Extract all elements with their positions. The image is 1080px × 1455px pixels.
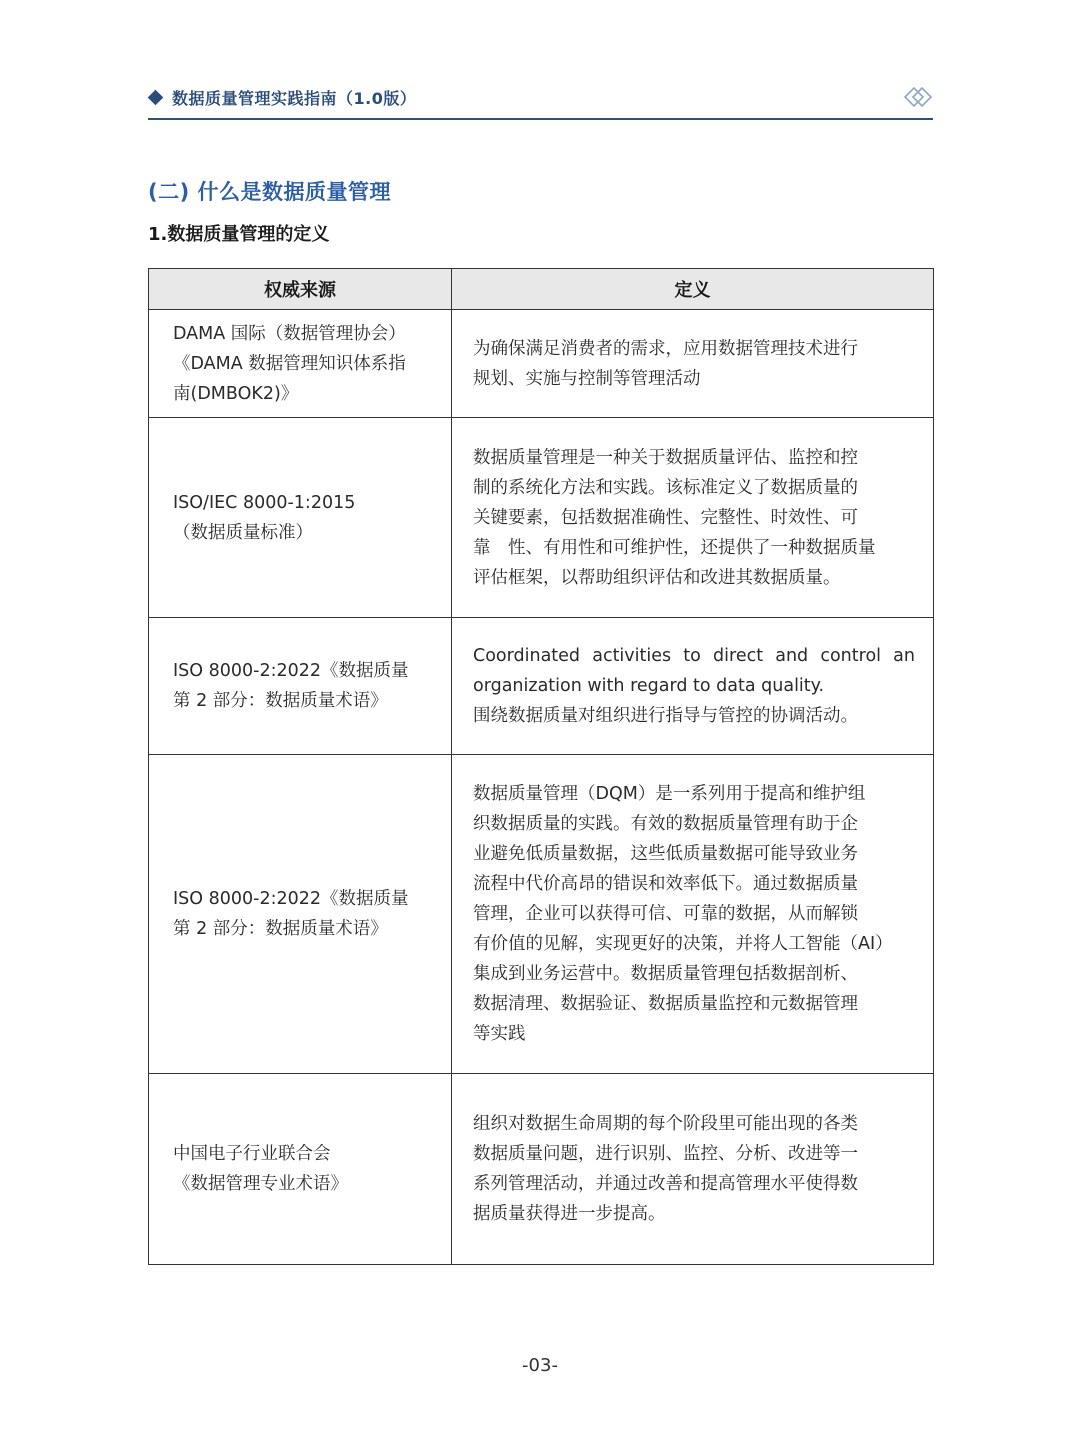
definition-cell	[452, 618, 934, 755]
definition-line: 织数据质量的实践。有效的数据质量管理有助于企	[473, 814, 858, 834]
diamond-logo-icon	[903, 85, 933, 109]
table-row	[149, 310, 934, 418]
table-header-row	[149, 269, 934, 310]
source-line: ISO/IEC 8000-1:2015	[173, 492, 356, 513]
definition-line: 集成到业务运营中。数据质量管理包括数据剖析、	[473, 964, 858, 984]
source-cell	[149, 310, 452, 418]
definition-cell	[452, 1074, 934, 1265]
definition-line: 管理，企业可以获得可信、可靠的数据，从而解锁	[473, 904, 858, 924]
definition-line: 靠 性、有用性和可维护性，还提供了一种数据质量	[473, 537, 876, 558]
page-header	[148, 82, 933, 120]
definition-line: 业避免低质量数据，这些低质量数据可能导致业务	[473, 844, 858, 864]
definition-line: 数据质量管理是一种关于数据质量评估、监控和控	[473, 447, 858, 468]
source-line: 《DAMA 数据管理知识体系指	[173, 353, 406, 374]
table-row	[149, 618, 934, 755]
source-cell	[149, 618, 452, 755]
definition-line: 组织对数据生命周期的每个阶段里可能出现的各类	[473, 1114, 858, 1134]
definition-line: 数据清理、数据验证、数据质量监控和元数据管理	[473, 994, 858, 1014]
table-row	[149, 755, 934, 1074]
definition-line: 制的系统化方法和实践。该标准定义了数据质量的	[473, 477, 858, 498]
subsection-title: 1.数据质量管理的定义	[148, 224, 330, 245]
definition-cell	[452, 755, 934, 1074]
source-line: ISO 8000-2:2022《数据质量	[173, 889, 409, 909]
definition-line: organization with regard to data quality.	[473, 676, 825, 696]
definition-line: 系列管理活动，并通过改善和提高管理水平使得数	[473, 1174, 858, 1194]
definition-cell	[452, 418, 934, 618]
source-cell	[149, 755, 452, 1074]
definition-line: 关键要素，包括数据准确性、完整性、时效性、可	[473, 507, 858, 528]
column-header-definition: 定义	[452, 269, 934, 310]
definition-line: Coordinated activities to direct and control an	[473, 646, 915, 666]
definition-line: 数据质量管理（DQM）是一系列用于提高和维护组	[473, 784, 866, 804]
definition-line: 为确保满足消费者的需求，应用数据管理技术进行	[473, 338, 858, 359]
definition-line: 流程中代价高昂的错误和效率低下。通过数据质量	[473, 874, 858, 894]
source-line: 第 2 部分：数据质量术语》	[173, 919, 388, 939]
definition-line: 等实践	[473, 1024, 526, 1044]
source-cell	[149, 1074, 452, 1265]
definition-table	[148, 268, 934, 1265]
definition-cell	[452, 310, 934, 418]
source-line: 《数据管理专业术语》	[173, 1174, 348, 1194]
definition-line: 据质量获得进一步提高。	[473, 1204, 666, 1224]
source-line: 南(DMBOK2)》	[173, 383, 299, 404]
column-header-source: 权威来源	[149, 269, 452, 310]
table-row	[149, 418, 934, 618]
definition-line: 数据质量问题，进行识别、监控、分析、改进等一	[473, 1144, 858, 1164]
definition-line: 围绕数据质量对组织进行指导与管控的协调活动。	[473, 706, 858, 726]
source-line: 第 2 部分：数据质量术语》	[173, 691, 388, 711]
section-title: (二) 什么是数据质量管理	[148, 180, 392, 204]
diamond-bullet-icon	[148, 90, 164, 106]
source-line: DAMA 国际（数据管理协会）	[173, 323, 406, 344]
page-number: -03-	[522, 1355, 558, 1376]
header-title: 数据质量管理实践指南（1.0版）	[172, 89, 417, 108]
source-cell	[149, 418, 452, 618]
source-line: 中国电子行业联合会	[173, 1144, 331, 1164]
definition-line: 评估框架，以帮助组织评估和改进其数据质量。	[473, 567, 841, 588]
source-line: ISO 8000-2:2022《数据质量	[173, 661, 409, 681]
table-row	[149, 1074, 934, 1265]
source-line: （数据质量标准）	[173, 522, 313, 543]
definition-line: 规划、实施与控制等管理活动	[473, 368, 701, 389]
definition-line: 有价值的见解，实现更好的决策，并将人工智能（AI）	[473, 934, 893, 954]
